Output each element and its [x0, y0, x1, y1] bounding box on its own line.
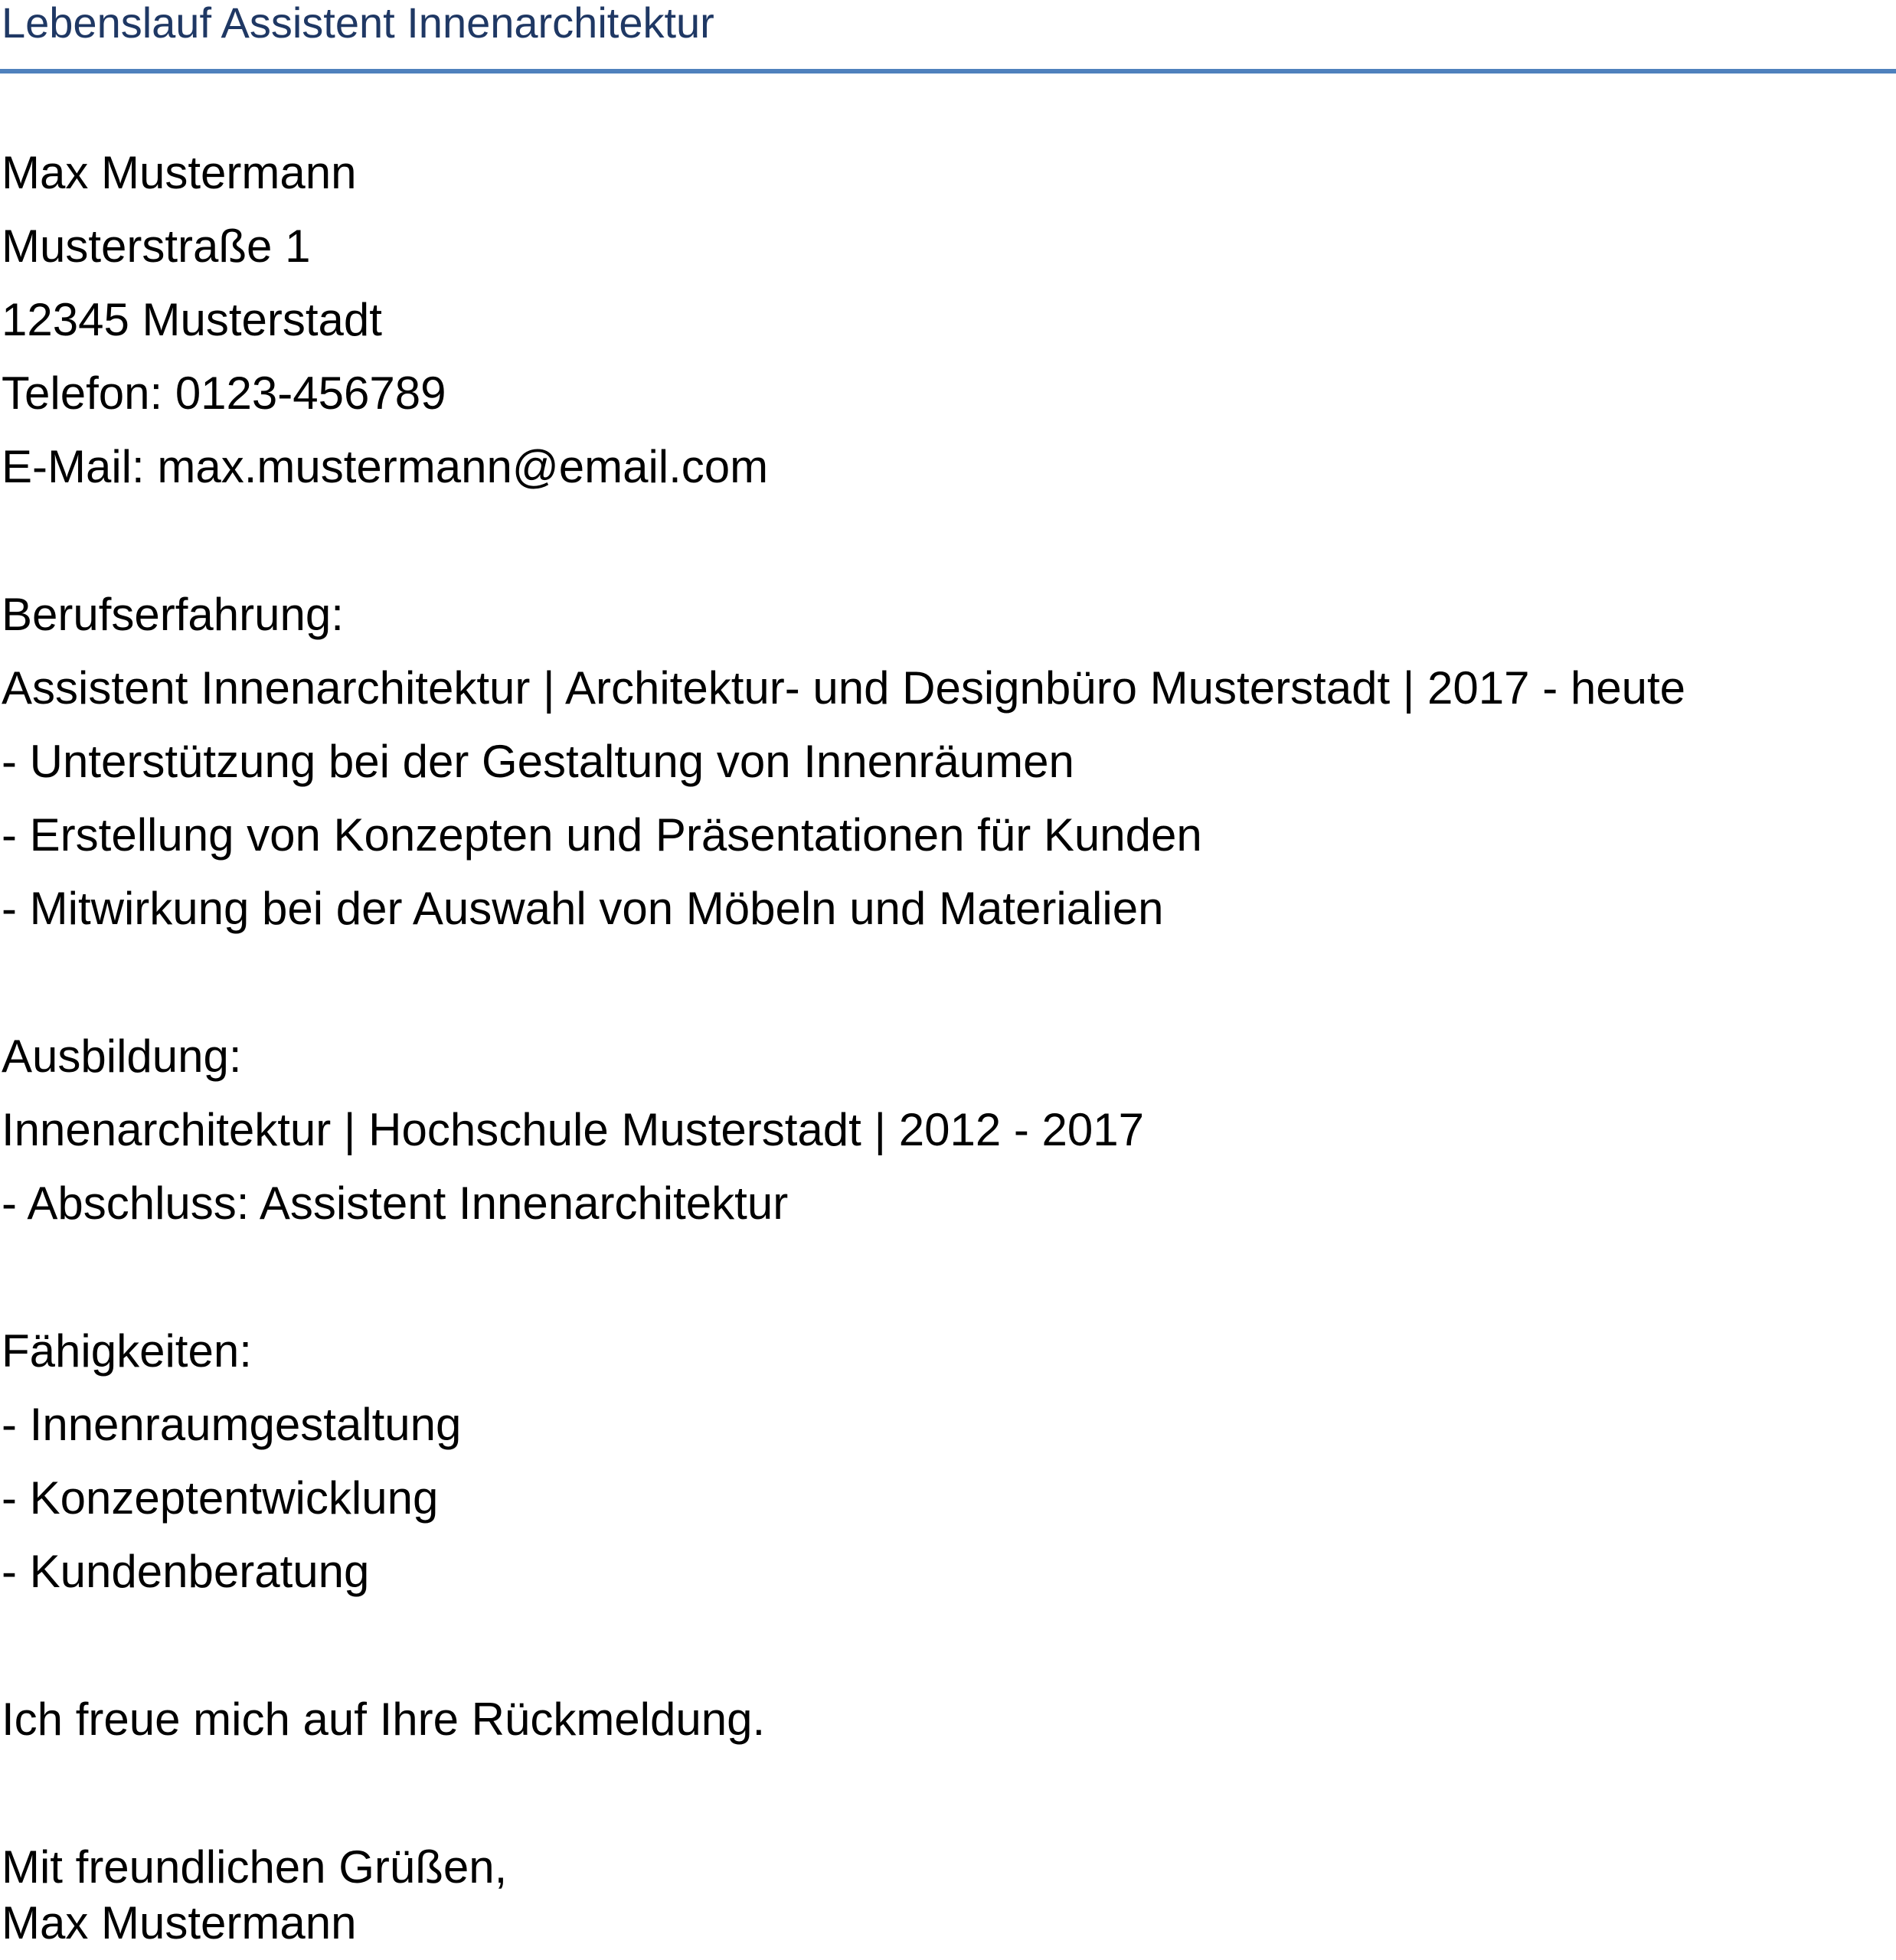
education-bullet: - Abschluss: Assistent Innenarchitektur: [2, 1178, 789, 1229]
contact-name: Max Mustermann: [2, 147, 357, 198]
contact-email: E-Mail: max.mustermann@email.com: [2, 441, 769, 492]
closing-signature: Max Mustermann: [2, 1897, 357, 1949]
skills-bullet: - Kundenberatung: [2, 1546, 370, 1597]
contact-phone: Telefon: 0123-456789: [2, 368, 446, 419]
title-underline: [0, 69, 1896, 74]
skills-bullet: - Innenraumgestaltung: [2, 1399, 462, 1450]
contact-city: 12345 Musterstadt: [2, 294, 382, 345]
education-entry: Innenarchitektur | Hochschule Musterstadt | 2012 - 2017: [2, 1104, 1145, 1155]
closing-message: Ich freue mich auf Ihre Rückmeldung.: [2, 1694, 766, 1745]
document-title: Lebenslauf Assistent Innenarchitektur: [2, 0, 714, 47]
experience-entry: Assistent Innenarchitektur | Architektur- und Designbüro Musterstadt | 2017 - heute: [2, 662, 1685, 714]
experience-bullet: - Erstellung von Konzepten und Präsentationen für Kunden: [2, 809, 1202, 861]
experience-bullet: - Mitwirkung bei der Auswahl von Möbeln und Materialien: [2, 883, 1164, 934]
education-heading: Ausbildung:: [2, 1031, 242, 1082]
contact-street: Musterstraße 1: [2, 220, 311, 272]
closing-salutation: Mit freundlichen Grüßen,: [2, 1841, 508, 1893]
experience-bullet: - Unterstützung bei der Gestaltung von Innenräumen: [2, 736, 1074, 787]
experience-heading: Berufserfahrung:: [2, 589, 344, 640]
skills-bullet: - Konzeptentwicklung: [2, 1472, 439, 1524]
skills-heading: Fähigkeiten:: [2, 1325, 252, 1377]
